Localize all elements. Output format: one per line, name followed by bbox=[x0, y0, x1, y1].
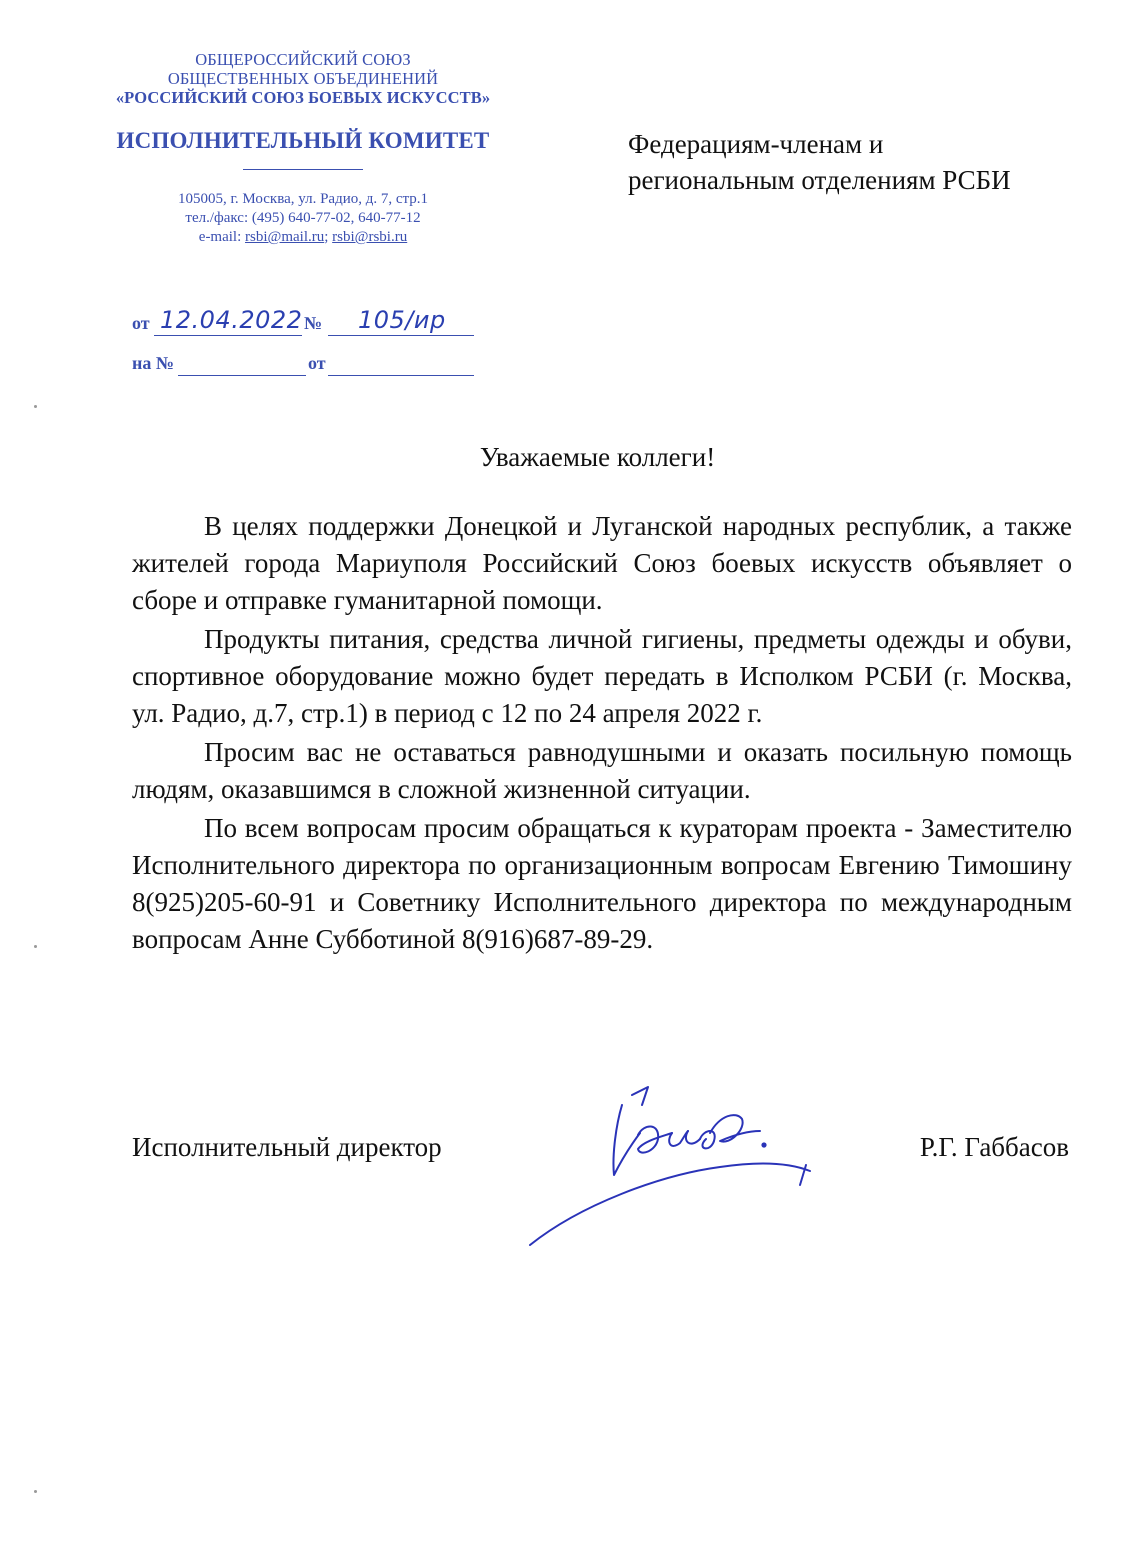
from-label: от bbox=[132, 313, 150, 333]
org-name-line-1: ОБЩЕРОССИЙСКИЙ СОЮЗ bbox=[195, 50, 411, 69]
scan-speck bbox=[34, 405, 37, 408]
reply-number-label: на № bbox=[132, 353, 174, 373]
org-name-line-2: ОБЩЕСТВЕННЫХ ОБЪЕДИНЕНИЙ bbox=[167, 69, 439, 88]
number-label: № bbox=[304, 313, 323, 333]
org-address: 105005, г. Москва, ул. Радио, д. 7, стр.1 bbox=[177, 191, 429, 207]
email-link-2[interactable]: rsbi@rsbi.ru bbox=[332, 229, 408, 245]
committee-title: ИСПОЛНИТЕЛЬНЫЙ КОМИТЕТ bbox=[116, 128, 490, 153]
body-paragraph-3: Просим вас не оставаться равнодушными и оказать посильную помощь людям, оказавшимся в сложной жизненной ситуации. bbox=[132, 737, 1072, 804]
reply-date-underline bbox=[328, 375, 474, 376]
email-link-1[interactable]: rsbi@mail.ru bbox=[245, 229, 325, 245]
date-underline bbox=[154, 335, 302, 336]
email-prefix: e-mail: bbox=[198, 229, 246, 245]
addressee-line-1: Федерациям-членам и bbox=[628, 129, 884, 159]
org-email bbox=[68, 228, 538, 247]
letter-body bbox=[132, 508, 1072, 960]
body-paragraph-2: Продукты питания, средства личной гигиены, предметы одежды и обуви, спортивное оборудование можно будет передать в Исполком РСБИ (г. Москва, ул. Радио, д.7, стр.1) в период с 12 по 24 апреля 2022 г. bbox=[132, 624, 1072, 728]
salutation: Уважаемые коллеги! bbox=[479, 442, 716, 472]
body-paragraph-1: В целях поддержки Донецкой и Луганской народных республик, а также жителей города Мариуполя Российский Союз боевых искусств объявляет о сборе и отправке гуманитарной помощи. bbox=[132, 511, 1072, 615]
letterhead-divider bbox=[243, 169, 363, 170]
scan-speck bbox=[34, 945, 37, 948]
email-separator: ; bbox=[324, 229, 333, 245]
addressee-block bbox=[628, 126, 1088, 198]
org-phone: тел./факс: (495) 640-77-02, 640-77-12 bbox=[185, 210, 421, 226]
outgoing-reference bbox=[132, 300, 492, 340]
org-name-line-3: «РОССИЙСКИЙ СОЮЗ БОЕВЫХ ИСКУССТВ» bbox=[115, 88, 491, 107]
reference-block bbox=[132, 300, 492, 380]
handwritten-signature bbox=[520, 1075, 820, 1255]
reply-from-label: от bbox=[308, 353, 326, 373]
addressee-line-2: региональным отделениям РСБИ bbox=[628, 165, 1011, 195]
letterhead bbox=[68, 50, 538, 247]
incoming-reference bbox=[132, 340, 492, 380]
signatory-name: Р.Г. Габбасов bbox=[919, 1132, 1069, 1162]
handwritten-number: 105/ир bbox=[358, 306, 446, 334]
signatory-title: Исполнительный директор bbox=[132, 1132, 442, 1162]
handwritten-date: 12.04.2022 bbox=[160, 306, 303, 334]
number-underline bbox=[328, 335, 474, 336]
body-paragraph-4: По всем вопросам просим обращаться к кураторам проекта - Заместителю Исполнительного директора по организационным вопросам Евгению Тимошину 8(925)205-60-91 и Советнику Исполнительного директора по международным вопросам Анне Субботиной 8(916)687-89-29. bbox=[132, 813, 1072, 954]
reply-number-underline bbox=[178, 375, 306, 376]
scan-speck bbox=[34, 1490, 37, 1493]
